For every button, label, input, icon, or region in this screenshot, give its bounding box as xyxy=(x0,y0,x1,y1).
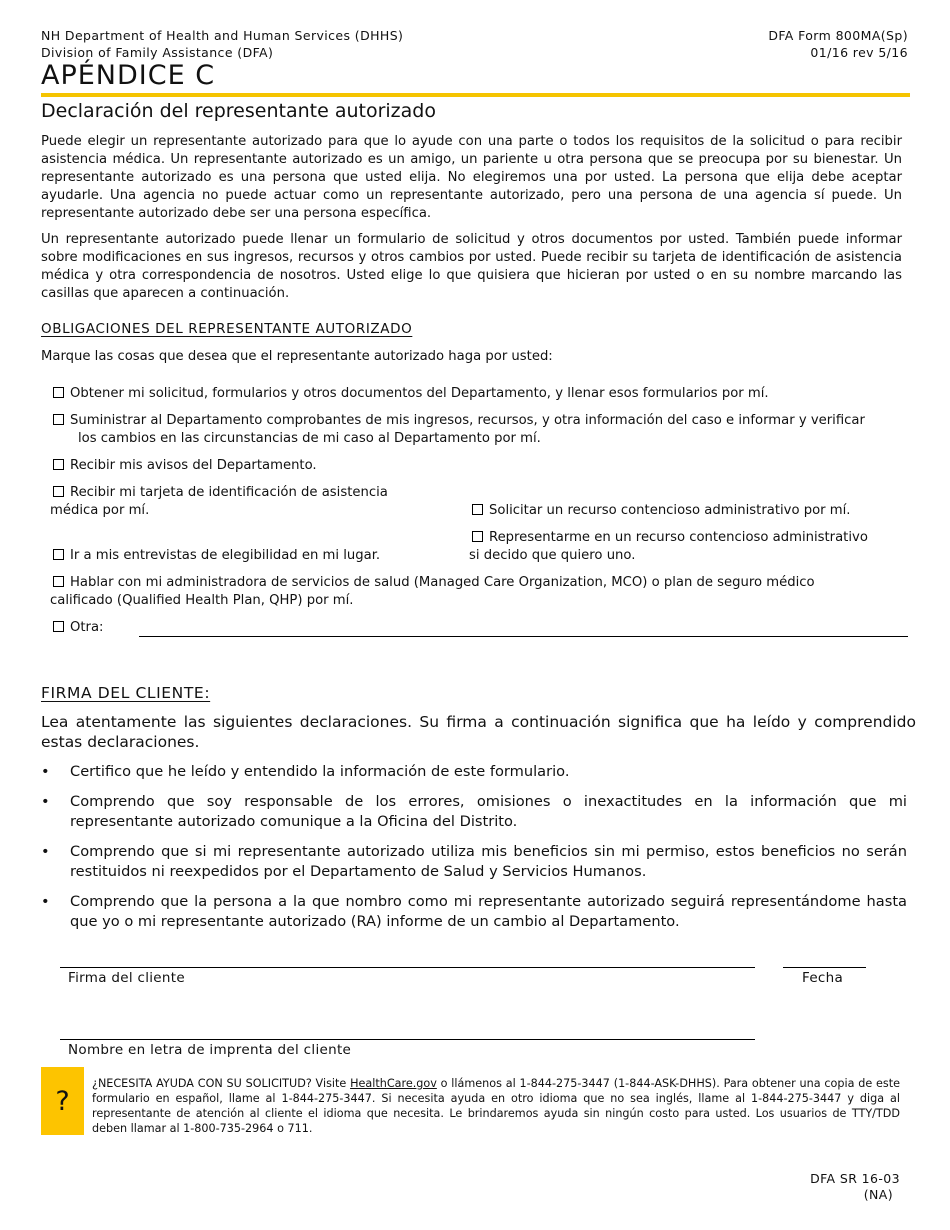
option-proof-label-2: los cambios en las circunstancias de mi caso al Departamento por mí. xyxy=(78,431,541,446)
question-icon: ? xyxy=(55,1085,70,1117)
statement-2-text: Comprendo que soy responsable de los errores, omisiones o inexactitudes en la información que mi representante autorizado comunique a la Oficina del Distrito. xyxy=(70,793,907,830)
option-forms-label: Obtener mi solicitud, formularios y otros documentos del Departamento, y llenar esos formularios por mí. xyxy=(70,386,769,401)
option-proof-label-1: Suministrar al Departamento comprobantes de mis ingresos, recursos, y otra información del caso e informar y verificar xyxy=(70,413,865,428)
option-card-label-2: médica por mí. xyxy=(50,503,150,518)
option-card xyxy=(53,484,388,502)
checkbox-notices[interactable] xyxy=(53,459,64,470)
footer-code-line: DFA SR 16-03 xyxy=(810,1171,900,1186)
checkbox-represent[interactable] xyxy=(472,531,483,542)
title-rule xyxy=(41,93,910,97)
footer-code xyxy=(810,1171,900,1203)
signature-heading: FIRMA DEL CLIENTE: xyxy=(41,684,211,702)
option-notices xyxy=(53,457,317,475)
client-signature-line[interactable] xyxy=(60,967,755,968)
option-represent xyxy=(472,529,868,547)
option-represent-label-1: Representarme en un recurso contencioso administrativo xyxy=(489,530,868,545)
option-appeal xyxy=(472,502,850,520)
bullet: • xyxy=(41,843,50,860)
healthcare-gov-link[interactable]: HealthCare.gov xyxy=(350,1077,437,1090)
help-box xyxy=(41,1067,84,1135)
obligations-instruction: Marque las cosas que desea que el representante autorizado haga por usted: xyxy=(41,349,553,364)
help-text xyxy=(92,1076,900,1136)
option-represent-label-2: si decido que quiero uno. xyxy=(469,548,636,563)
print-name-label: Nombre en letra de imprenta del cliente xyxy=(68,1042,352,1058)
statement-2 xyxy=(41,792,907,832)
obligations-heading: OBLIGACIONES DEL REPRESENTANTE AUTORIZADO xyxy=(41,321,413,337)
checkbox-interviews[interactable] xyxy=(53,549,64,560)
footer-code-suffix: (NA) xyxy=(863,1187,893,1202)
other-write-in-line[interactable] xyxy=(139,636,908,637)
checkbox-card[interactable] xyxy=(53,486,64,497)
client-signature-label: Firma del cliente xyxy=(68,970,185,986)
option-appeal-label: Solicitar un recurso contencioso administrativo por mí. xyxy=(489,503,851,518)
page-title: APÉNDICE C xyxy=(41,60,216,91)
statement-3 xyxy=(41,842,907,882)
option-interviews xyxy=(53,547,380,565)
option-mco xyxy=(53,574,815,592)
print-name-line[interactable] xyxy=(60,1039,755,1040)
help-text-intro: ¿NECESITA AYUDA CON SU SOLICITUD? Visite xyxy=(92,1077,351,1090)
statement-4-text: Comprendo que la persona a la que nombro como mi representante autorizado seguirá representándome hasta que yo o mi representante autorizado (RA) informe de un cambio al Departamento. xyxy=(70,893,907,930)
checkbox-other[interactable] xyxy=(53,621,64,632)
form-revision: 01/16 rev 5/16 xyxy=(810,45,908,60)
option-mco-label-1: Hablar con mi administradora de servicios de salud (Managed Care Organization, MCO) o plan de seguro médico xyxy=(70,575,815,590)
statement-3-text: Comprendo que si mi representante autorizado utiliza mis beneficios sin mi permiso, estos beneficios no serán restituidos ni reexpedidos por el Departamento de Salud y Servicios Humanos. xyxy=(70,843,907,880)
option-mco-label-2: calificado (Qualified Health Plan, QHP) por mí. xyxy=(50,593,354,608)
agency-header xyxy=(41,27,403,61)
help-text-body: o llámenos al 1-844-275-3447 (1-844-ASK-DHHS). Para obtener una copia de este formulario en español, llame al 1-844-275-3447. Si necesita ayuda en otro idioma que no sea inglés, llame al 1-844-275-3447 y diga al representante de atención al cliente el idioma que necesita. Le brindaremos ayuda sin ningún costo para usted. Los usuarios de TTY/TDD deben llamar al 1-800-735-2964 o 711. xyxy=(92,1077,900,1135)
intro-paragraph-2: Un representante autorizado puede llenar un formulario de solicitud y otros documentos por usted. También puede informar sobre modificaciones en sus ingresos, recursos y otros cambios por usted. Puede recibir su tarjeta de identificación de asistencia médica y otra correspondencia de nosotros. Usted elige lo que quisiera que hicieran por usted o en su nombre marcando las casillas que aparecen a continuación. xyxy=(41,232,902,301)
page-subtitle: Declaración del representante autorizado xyxy=(41,100,436,122)
bullet: • xyxy=(41,763,50,780)
intro-paragraph-1: Puede elegir un representante autorizado para que lo ayude con una parte o todos los requisitos de la solicitud o para recibir asistencia médica. Un representante autorizado es un amigo, un pariente u otra persona que se preocupa por su bienestar. Un representante autorizado es una persona que usted elija. No elegiremos una por usted. La persona que elija debe aceptar ayudarle. Una agencia no puede actuar como un representante autorizado, pero una persona de una agencia sí puede. Un representante autorizado debe ser una persona específica. xyxy=(41,134,902,221)
bullet: • xyxy=(41,893,50,910)
statement-list xyxy=(41,762,907,942)
statement-1 xyxy=(41,762,907,782)
option-forms xyxy=(53,385,769,403)
form-id-block xyxy=(768,27,908,61)
checkbox-mco[interactable] xyxy=(53,576,64,587)
option-interviews-label: Ir a mis entrevistas de elegibilidad en mi lugar. xyxy=(70,548,381,563)
signature-intro: Lea atentamente las siguientes declaraciones. Su firma a continuación significa que ha leído y comprendido estas declaraciones. xyxy=(41,713,916,751)
option-notices-label: Recibir mis avisos del Departamento. xyxy=(70,458,317,473)
option-card-label-1: Recibir mi tarjeta de identificación de asistencia xyxy=(70,485,388,500)
checkbox-appeal[interactable] xyxy=(472,504,483,515)
option-other-label: Otra: xyxy=(70,620,104,635)
division-line: Division of Family Assistance (DFA) xyxy=(41,45,274,60)
statement-1-text: Certifico que he leído y entendido la información de este formulario. xyxy=(70,763,570,780)
date-line[interactable] xyxy=(783,967,866,968)
bullet: • xyxy=(41,793,50,810)
dept-line: NH Department of Health and Human Services (DHHS) xyxy=(41,28,404,43)
checkbox-proof[interactable] xyxy=(53,414,64,425)
checkbox-forms[interactable] xyxy=(53,387,64,398)
date-label: Fecha xyxy=(802,970,844,986)
option-other xyxy=(53,619,104,637)
form-number: DFA Form 800MA(Sp) xyxy=(768,28,908,43)
option-proof xyxy=(53,412,913,448)
statement-4 xyxy=(41,892,907,932)
